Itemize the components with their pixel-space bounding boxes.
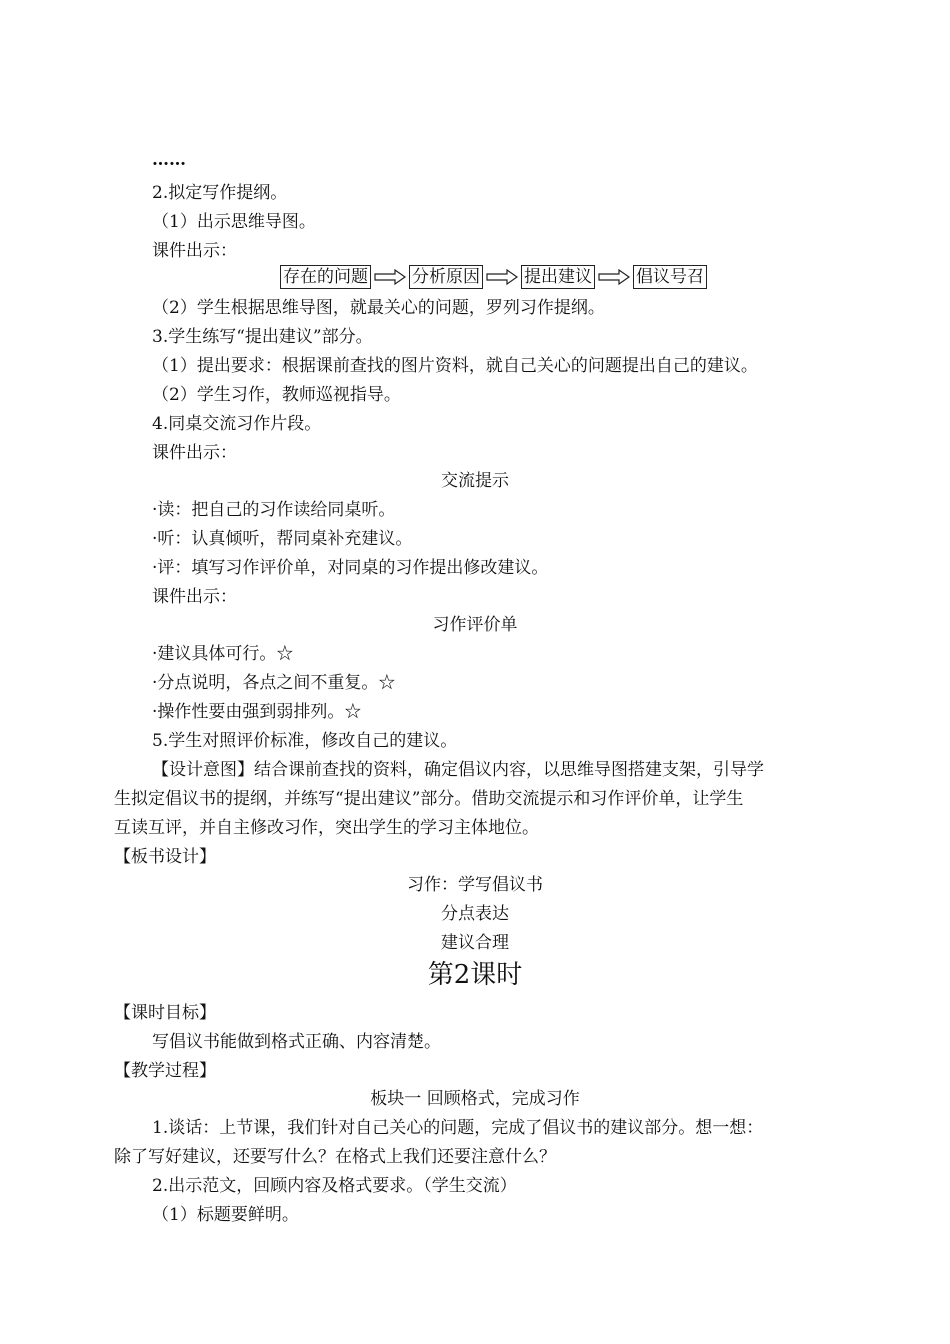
substep: （1）出示思维导图。 xyxy=(152,212,316,232)
board-line: 建议合理 xyxy=(441,933,509,953)
substep: （2）学生习作，教师巡视指导。 xyxy=(152,385,401,405)
flow-box: 存在的问题 xyxy=(280,265,371,289)
arrow-right-icon xyxy=(373,268,407,286)
exchange-tips-title: 交流提示 xyxy=(441,471,509,491)
arrow-right-icon xyxy=(597,268,631,286)
design-intent: 生拟定倡议书的提纲，并练写“提出建议”部分。借助交流提示和习作评价单，让学生 xyxy=(114,789,744,809)
bullet-item: ·建议具体可行。☆ xyxy=(152,644,294,664)
courseware-label: 课件出示： xyxy=(152,443,237,463)
flow-box: 分析原因 xyxy=(409,265,483,289)
step-5-heading: 5.学生对照评价标准，修改自己的建议。 xyxy=(152,731,458,751)
flow-box: 倡议号召 xyxy=(633,265,707,289)
goal-text: 写倡议书能做到格式正确、内容清楚。 xyxy=(152,1032,441,1052)
evaluation-sheet-title: 习作评价单 xyxy=(432,615,518,635)
substep: （1）提出要求：根据课前查找的图片资料，就自己关心的问题提出自己的建议。 xyxy=(152,356,758,376)
mind-map-flow xyxy=(280,265,707,289)
courseware-label: 课件出示： xyxy=(152,587,237,607)
lesson-2-title: 第2课时 xyxy=(427,960,523,990)
step-2-heading: 2.拟定写作提纲。 xyxy=(152,183,288,203)
paragraph: 除了写好建议，还要写什么？在格式上我们还要注意什么？ xyxy=(114,1147,556,1167)
design-intent: 互读互评，并自主修改习作，突出学生的学习主体地位。 xyxy=(114,818,539,838)
arrow-right-icon xyxy=(485,268,519,286)
paragraph: 2.出示范文，回顾内容及格式要求。（学生交流） xyxy=(152,1176,517,1196)
courseware-label: 课件出示： xyxy=(152,241,237,261)
step-4-heading: 4.同桌交流习作片段。 xyxy=(152,414,322,434)
substep: （2）学生根据思维导图，就最关心的问题，罗列习作提纲。 xyxy=(152,298,605,318)
section-heading-board: 【板书设计】 xyxy=(114,847,216,867)
design-intent: 【设计意图】结合课前查找的资料，确定倡议内容，以思维导图搭建支架，引导学 xyxy=(152,760,764,780)
section-heading-process: 【教学过程】 xyxy=(114,1061,216,1081)
step-3-heading: 3.学生练写“提出建议”部分。 xyxy=(152,327,373,347)
bullet-item: ·评：填写习作评价单，对同桌的习作提出修改建议。 xyxy=(152,558,549,578)
bullet-item: ·操作性要由强到弱排列。☆ xyxy=(152,702,362,722)
bullet-item: ·分点说明，各点之间不重复。☆ xyxy=(152,673,396,693)
flow-box: 提出建议 xyxy=(521,265,595,289)
paragraph: （1）标题要鲜明。 xyxy=(152,1205,299,1225)
bullet-item: ·读：把自己的习作读给同桌听。 xyxy=(152,500,396,520)
board-line: 习作：学写倡议书 xyxy=(407,875,543,895)
bullet-item: ·听：认真倾听，帮同桌补充建议。 xyxy=(152,529,413,549)
section-heading-goals: 【课时目标】 xyxy=(114,1003,216,1023)
ellipsis: …… xyxy=(152,150,186,170)
block-title: 板块一 回顾格式，完成习作 xyxy=(370,1089,580,1109)
board-line: 分点表达 xyxy=(441,904,509,924)
paragraph: 1.谈话：上节课，我们针对自己关心的问题，完成了倡议书的建议部分。想一想： xyxy=(152,1118,764,1138)
